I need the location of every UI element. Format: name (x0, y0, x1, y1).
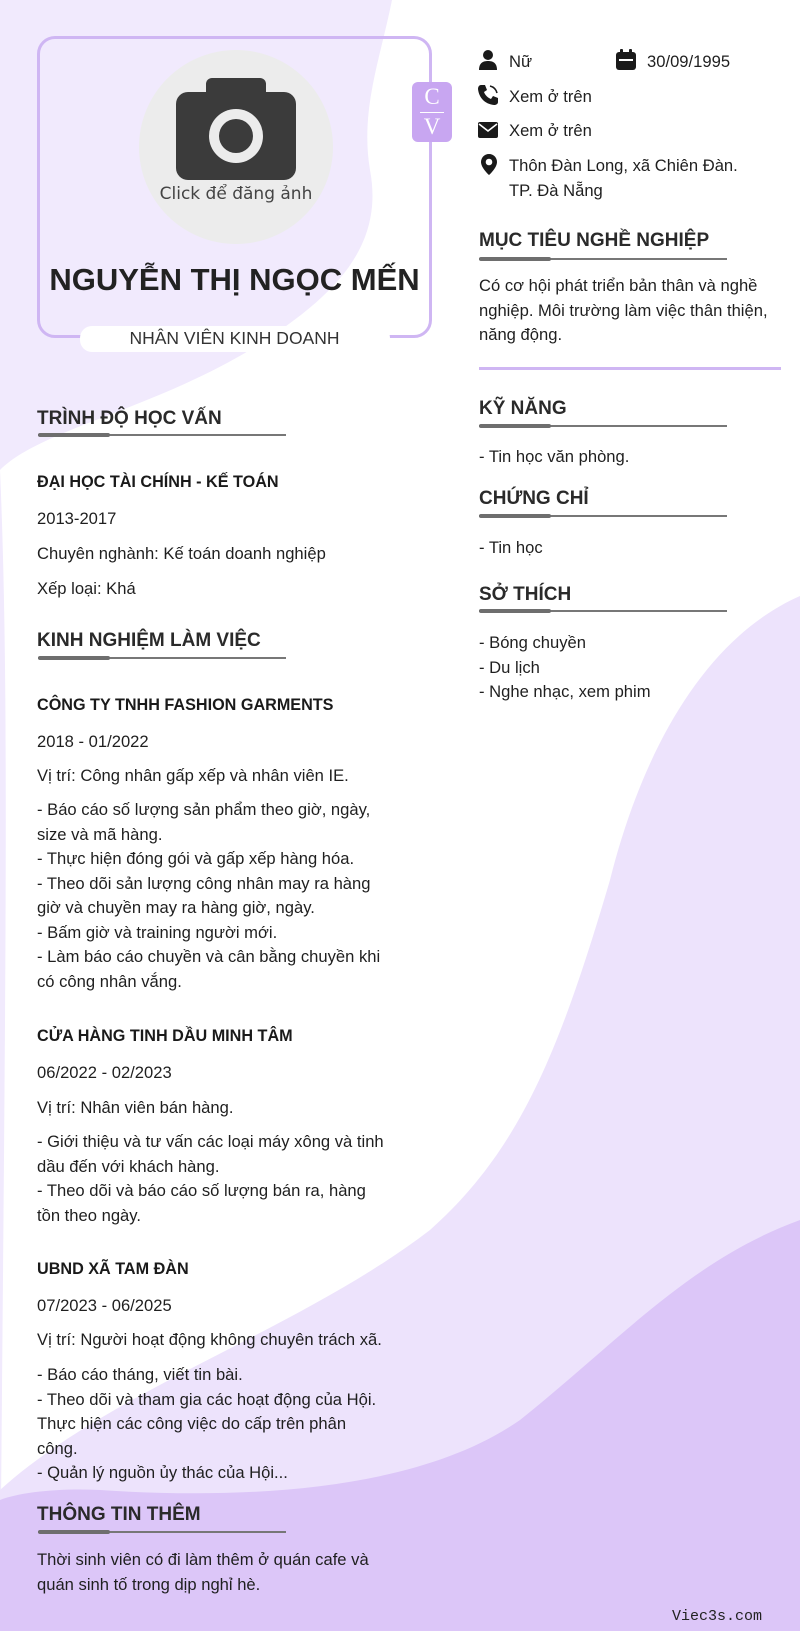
education-heading: TRÌNH ĐỘ HỌC VẤN (37, 408, 222, 429)
site-watermark: Viec3s.com (672, 1608, 763, 1625)
cv-badge (412, 82, 452, 142)
phone-icon (477, 84, 499, 106)
certificates-heading-rule (479, 515, 727, 517)
hobbies-heading-rule (479, 610, 727, 612)
additional-heading: THÔNG TIN THÊM (37, 1504, 201, 1525)
cv-badge-bottom: V (423, 114, 441, 139)
cv-badge-top: C (424, 84, 440, 109)
photo-upload-label: Click để đăng ảnh (159, 184, 313, 204)
objective-heading-rule (479, 258, 727, 260)
gender-value: Nữ (509, 52, 533, 71)
additional-text: Thời sinh viên có đi làm thêm ở quán cafe và quán sinh tố trong dịp nghỉ hè. (37, 1550, 369, 1594)
email-value: Xem ở trên (509, 121, 592, 140)
job-details: - Báo cáo số lượng sản phẩm theo giờ, ngày, size và mã hàng. - Thực hiện đóng gói và gấp xếp hàng hóa. - Theo dõi sản lượng công nhân may ra hàng giờ và chuyền may ra hàng giờ, ngày. - Bấm giờ và training người mới. - Làm báo cáo chuyền và cân bằng chuyền khi có công nhân vắng. (37, 800, 381, 991)
job-company: CÔNG TY TNHH FASHION GARMENTS (37, 696, 334, 714)
hobbies-heading: SỞ THÍCH (479, 584, 572, 605)
mail-icon (477, 119, 499, 141)
additional-heading-rule (38, 1531, 286, 1533)
photo-upload[interactable] (139, 50, 333, 244)
job-company: CỬA HÀNG TINH DẦU MINH TÂM (37, 1027, 293, 1045)
job-period: 2018 - 01/2022 (37, 732, 149, 751)
experience-heading: KINH NGHIỆM LÀM VIỆC (37, 630, 261, 651)
candidate-name: NGUYỄN THỊ NGỌC MẾN (49, 262, 420, 297)
job-position: Vị trí: Người hoạt động không chuyên trách xã. (37, 1330, 382, 1349)
candidate-role: NHÂN VIÊN KINH DOANH (129, 328, 340, 348)
job-period: 07/2023 - 06/2025 (37, 1296, 172, 1315)
certificates-text: - Tin học (479, 538, 543, 557)
experience-heading-rule (38, 657, 286, 659)
cv-badge-rule (420, 112, 444, 113)
job-details: - Giới thiệu và tư vấn các loại máy xông và tinh dầu đến với khách hàng. - Theo dõi và báo cáo số lượng bán ra, hàng tồn theo ngày. (37, 1132, 384, 1225)
camera-icon (176, 78, 296, 180)
education-heading-rule (38, 434, 286, 436)
address-value: Thôn Đàn Long, xã Chiên Đàn. TP. Đà Nẵng (509, 156, 738, 200)
birthday-value: 30/09/1995 (647, 52, 731, 71)
user-icon (477, 49, 499, 71)
job-position: Vị trí: Công nhân gấp xếp và nhân viên IE. (37, 766, 349, 785)
skills-text: - Tin học văn phòng. (479, 447, 630, 466)
certificates-heading: CHỨNG CHỈ (479, 488, 589, 509)
skills-heading: KỸ NĂNG (479, 398, 567, 419)
job-company: UBND XÃ TAM ĐÀN (37, 1260, 189, 1278)
hobbies-text: - Bóng chuyền - Du lịch - Nghe nhạc, xem phim (479, 633, 651, 701)
location-pin-icon (478, 153, 500, 175)
job-details: - Báo cáo tháng, viết tin bài. - Theo dõi và tham gia các hoạt động của Hội. Thực hiện các công việc do cấp trên phân công. - Quản lý nguồn ủy thác của Hội... (37, 1365, 377, 1482)
objective-heading: MỤC TIÊU NGHỀ NGHIỆP (479, 230, 710, 251)
section-divider (479, 367, 781, 370)
education-grade: Xếp loại: Khá (37, 579, 136, 598)
phone-value: Xem ở trên (509, 87, 592, 106)
education-school: ĐẠI HỌC TÀI CHÍNH - KẾ TOÁN (37, 473, 279, 491)
education-major: Chuyên nghành: Kế toán doanh nghiệp (37, 544, 326, 563)
education-years: 2013-2017 (37, 509, 117, 528)
objective-text: Có cơ hội phát triển bản thân và nghề nghiệp. Môi trường làm việc thân thiện, năng động. (479, 276, 768, 344)
job-position: Vị trí: Nhân viên bán hàng. (37, 1098, 234, 1117)
skills-heading-rule (479, 425, 727, 427)
calendar-icon (615, 49, 637, 71)
job-period: 06/2022 - 02/2023 (37, 1063, 172, 1082)
